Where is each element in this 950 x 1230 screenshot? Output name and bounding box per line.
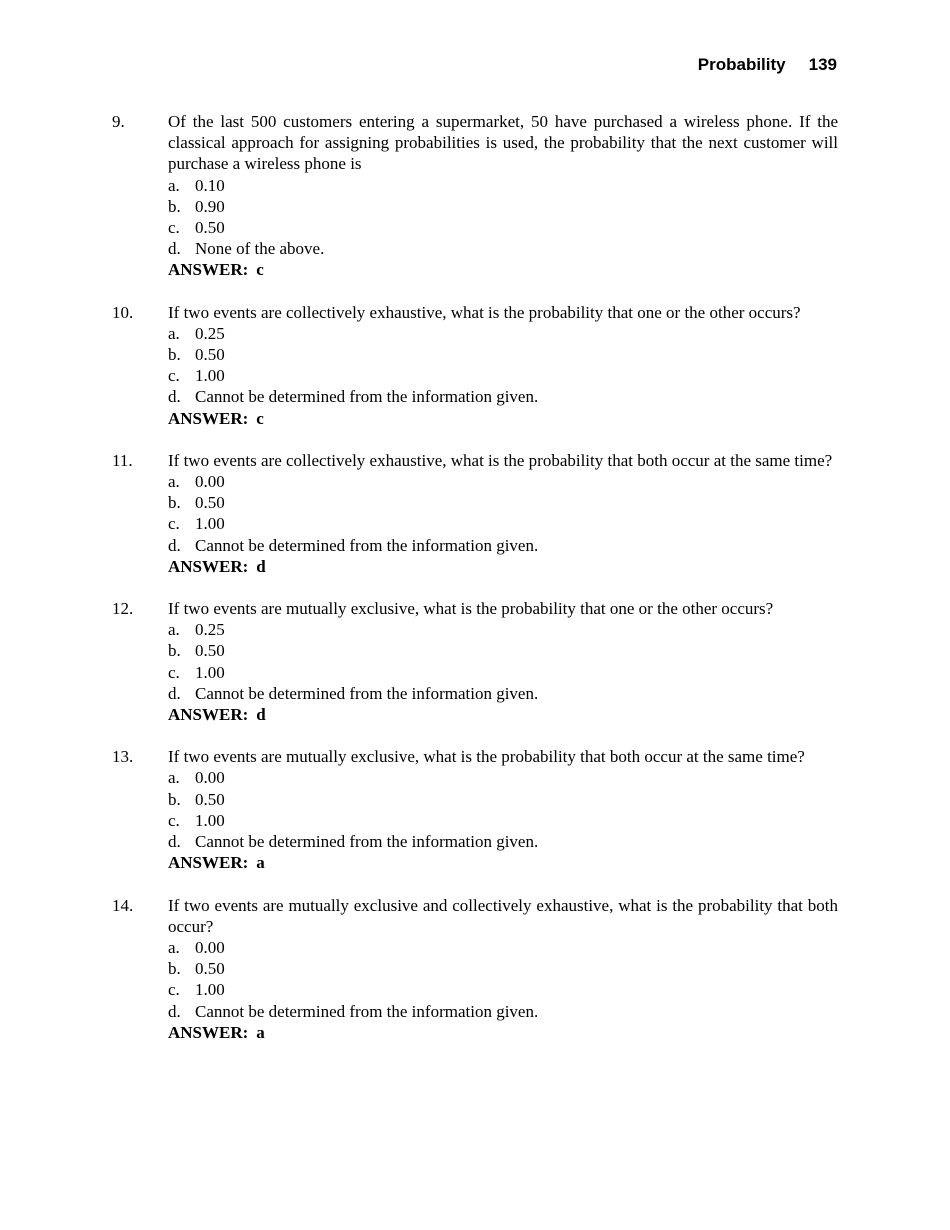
page-header <box>698 54 837 76</box>
option-letter: d. <box>168 832 181 852</box>
option-item <box>168 492 838 513</box>
option-item <box>168 831 838 852</box>
option-text: 0.00 <box>195 768 225 788</box>
option-text: Cannot be determined from the information given. <box>195 683 539 703</box>
option-text: 0.10 <box>195 175 225 195</box>
option-text: 0.50 <box>195 218 225 238</box>
answer-label: ANSWER: <box>168 705 249 725</box>
answer-line <box>168 556 838 577</box>
option-text: Cannot be determined from the information given. <box>195 1001 539 1021</box>
question-number: 14. <box>112 895 134 915</box>
question-number: 13. <box>112 747 134 767</box>
option-list <box>168 323 838 408</box>
question-item <box>112 598 838 725</box>
option-letter: b. <box>168 493 181 513</box>
option-letter: a. <box>168 768 180 788</box>
question-number: 12. <box>112 599 134 619</box>
option-text: 0.90 <box>195 196 225 216</box>
question-text: If two events are collectively exhaustive, what is the probability that one or the other occurs? <box>168 302 801 322</box>
answer-line <box>168 408 838 429</box>
question-text: If two events are mutually exclusive and collectively exhaustive, what is the probability that both occur? <box>168 895 838 936</box>
question-number: 9. <box>112 112 125 131</box>
option-letter: c. <box>168 980 180 1000</box>
option-text: 1.00 <box>195 514 225 534</box>
answer-key: c <box>256 408 264 428</box>
option-text: 0.50 <box>195 959 225 979</box>
option-item <box>168 196 838 217</box>
option-letter: c. <box>168 218 180 238</box>
answer-label: ANSWER: <box>168 408 249 428</box>
option-item <box>168 1001 838 1022</box>
option-letter: c. <box>168 514 180 534</box>
question-item <box>112 746 838 873</box>
option-item <box>168 535 838 556</box>
option-text: Cannot be determined from the information given. <box>195 535 539 555</box>
option-text: 1.00 <box>195 810 225 830</box>
option-item <box>168 979 838 1000</box>
option-item <box>168 513 838 534</box>
answer-line <box>168 704 838 725</box>
option-letter: a. <box>168 937 180 957</box>
option-text: 0.25 <box>195 620 225 640</box>
answer-label: ANSWER: <box>168 556 249 576</box>
option-item <box>168 662 838 683</box>
option-letter: a. <box>168 175 180 195</box>
option-letter: b. <box>168 959 181 979</box>
option-list <box>168 175 838 260</box>
option-text: 0.50 <box>195 789 225 809</box>
question-text: If two events are mutually exclusive, what is the probability that both occur at the same time? <box>168 747 805 767</box>
option-list <box>168 767 838 852</box>
option-item <box>168 386 838 407</box>
question-text: Of the last 500 customers entering a supermarket, 50 have purchased a wireless phone. If the classical approach for assigning probabilities is used, the probability that the next customer will purchase a wireless phone is <box>168 112 838 174</box>
question-list <box>112 111 838 1064</box>
answer-line <box>168 259 838 280</box>
option-item <box>168 344 838 365</box>
option-letter: d. <box>168 239 181 259</box>
option-item <box>168 958 838 979</box>
option-letter: b. <box>168 345 181 365</box>
option-text: Cannot be determined from the information given. <box>195 387 539 407</box>
option-text: 0.50 <box>195 641 225 661</box>
question-number: 10. <box>112 302 134 322</box>
page-number: 139 <box>808 55 837 74</box>
question-text: If two events are mutually exclusive, what is the probability that one or the other occurs? <box>168 599 774 619</box>
option-text: 0.50 <box>195 493 225 513</box>
option-text: None of the above. <box>195 239 325 259</box>
option-list <box>168 471 838 556</box>
answer-line <box>168 1022 838 1043</box>
question-item <box>112 302 838 429</box>
option-item <box>168 217 838 238</box>
option-letter: c. <box>168 662 180 682</box>
answer-key: d <box>256 556 266 576</box>
question-item <box>112 111 838 281</box>
answer-key: a <box>256 1022 265 1042</box>
option-text: Cannot be determined from the information given. <box>195 832 539 852</box>
answer-label: ANSWER: <box>168 1022 249 1042</box>
option-text: 1.00 <box>195 366 225 386</box>
answer-key: d <box>256 705 266 725</box>
question-number: 11. <box>112 450 133 470</box>
option-letter: a. <box>168 472 180 492</box>
answer-key: a <box>256 853 265 873</box>
option-item <box>168 323 838 344</box>
option-text: 1.00 <box>195 662 225 682</box>
option-list <box>168 937 838 1022</box>
option-item <box>168 175 838 196</box>
option-letter: d. <box>168 387 181 407</box>
option-letter: a. <box>168 323 180 343</box>
option-item <box>168 238 838 259</box>
option-item <box>168 767 838 788</box>
option-item <box>168 789 838 810</box>
option-list <box>168 619 838 704</box>
option-text: 0.25 <box>195 323 225 343</box>
option-letter: b. <box>168 196 181 216</box>
answer-label: ANSWER: <box>168 853 249 873</box>
answer-label: ANSWER: <box>168 260 249 280</box>
option-item <box>168 937 838 958</box>
page-header-title: Probability <box>697 55 786 74</box>
option-letter: b. <box>168 641 181 661</box>
option-item <box>168 471 838 492</box>
option-text: 0.50 <box>195 345 225 365</box>
option-letter: d. <box>168 535 181 555</box>
question-item <box>112 450 838 577</box>
option-text: 1.00 <box>195 980 225 1000</box>
question-text: If two events are collectively exhaustive, what is the probability that both occur at the same time? <box>168 450 833 470</box>
option-letter: c. <box>168 366 180 386</box>
option-item <box>168 640 838 661</box>
option-text: 0.00 <box>195 472 225 492</box>
option-letter: a. <box>168 620 180 640</box>
question-item <box>112 895 838 1043</box>
option-item <box>168 810 838 831</box>
answer-key: c <box>256 260 264 280</box>
option-letter: c. <box>168 810 180 830</box>
option-letter: d. <box>168 1001 181 1021</box>
option-item <box>168 619 838 640</box>
answer-line <box>168 852 838 873</box>
option-item <box>168 683 838 704</box>
option-letter: d. <box>168 683 181 703</box>
option-text: 0.00 <box>195 937 225 957</box>
option-letter: b. <box>168 789 181 809</box>
option-item <box>168 365 838 386</box>
